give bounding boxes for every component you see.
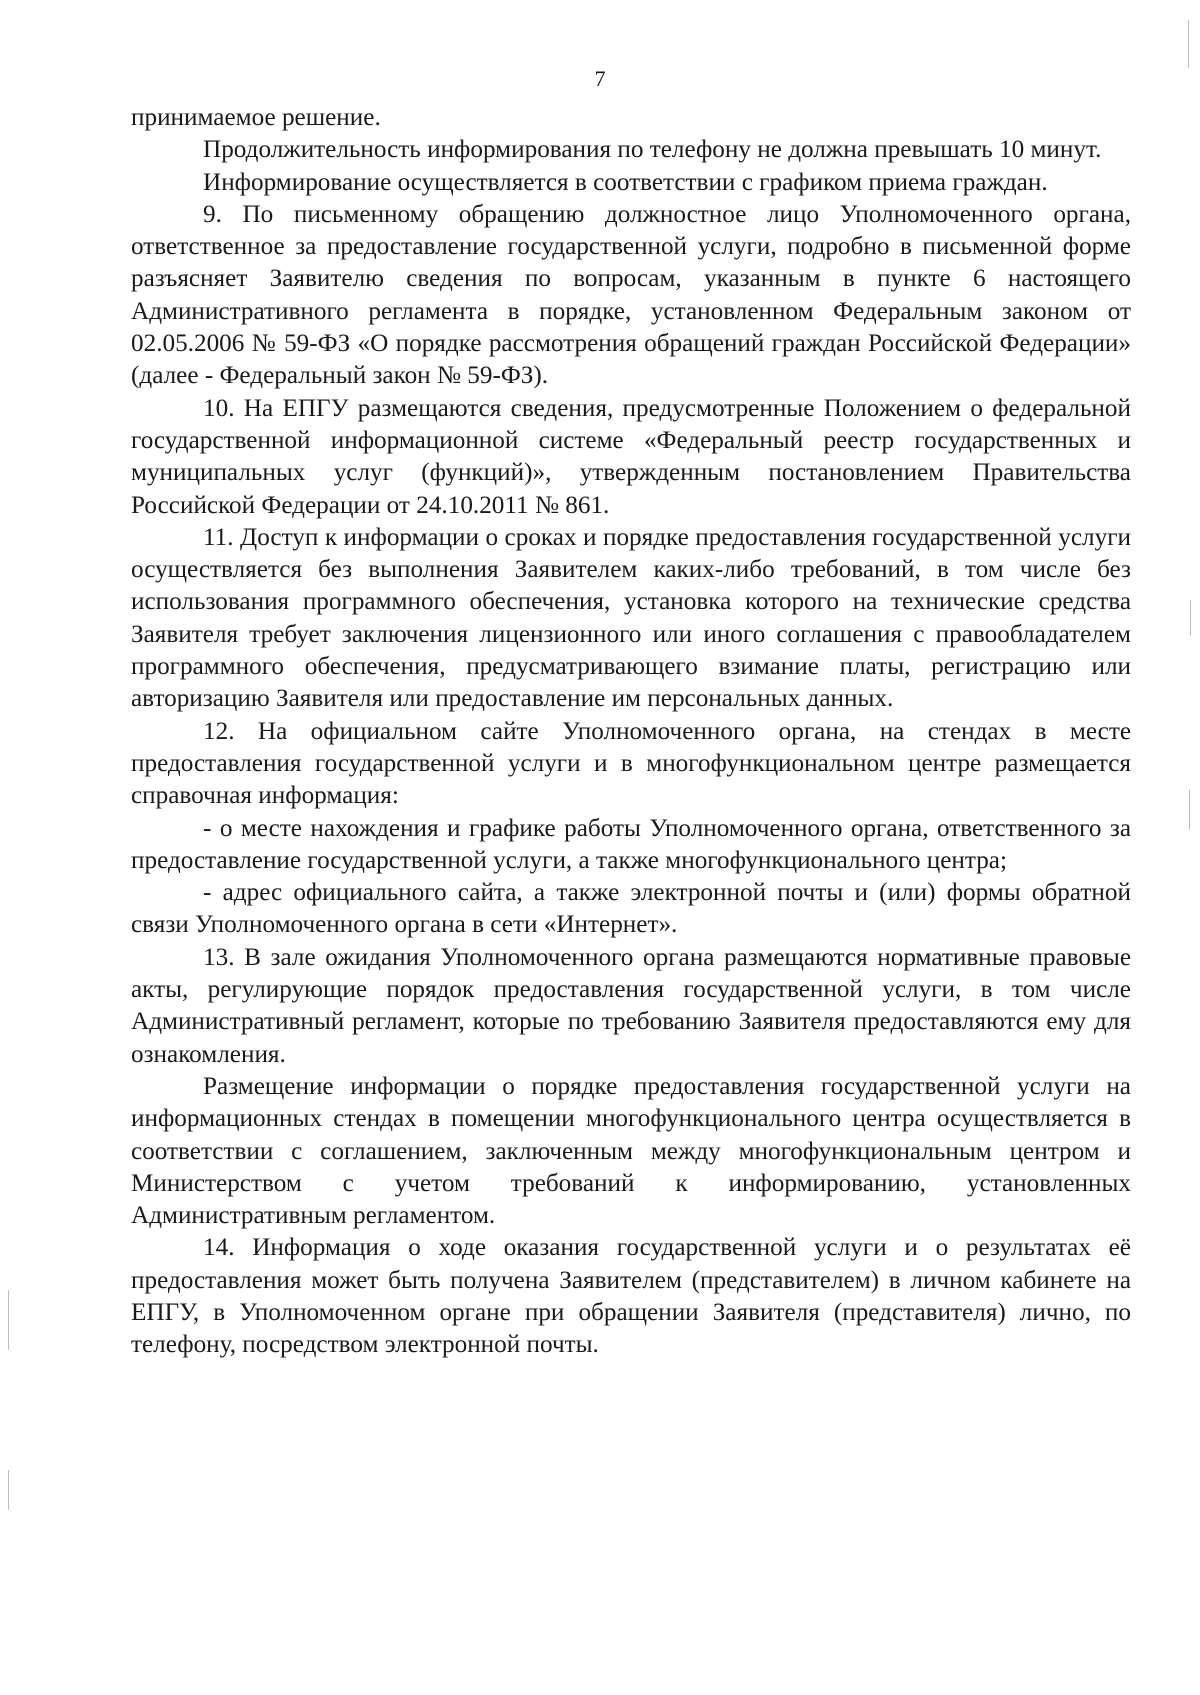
paragraph: Информирование осуществляется в соответствии с графиком приема граждан. [203, 168, 1048, 196]
scan-edge-mark [1188, 20, 1189, 68]
paragraph: 11. Доступ к информации о сроках и порядке предоставления государственной услуги осуществляется без выполнения Заявителем каких-либо требований, в том числе без использования программного обеспечения, установка которого на технические средства Заявителя требует заключения лицензионного или иного соглашения с правообладателем программного обеспечения, предусматривающего взимание платы, регистрацию или авторизацию Заявителя или предоставление им персональных данных. [131, 523, 1131, 713]
paragraph: 9. По письменному обращению должностное лицо Уполномоченного органа, ответственное за предоставление государственной услуги, подробно в письменной форме разъясняет Заявителю сведения по вопросам, указанным в пункте 6 настоящего Административного регламента в порядке, установленном Федеральным законом от 02.05.2006 № 59-ФЗ «О порядке рассмотрения обращений граждан Российской Федерации» (далее - Федеральный закон № 59-ФЗ). [131, 200, 1131, 390]
paragraph: Продолжительность информирования по телефону не должна превышать 10 минут. [203, 136, 1102, 164]
paragraph: принимаемое решение. [131, 104, 381, 131]
paragraph: 13. В зале ожидания Уполномоченного органа размещаются нормативные правовые акты, регулирующие порядок предоставления государственной услуги, в том числе Административный регламент, которые по требованию Заявителя предоставляются ему для ознакомления. [131, 943, 1131, 1068]
paragraph: 10. На ЕПГУ размещаются сведения, предусмотренные Положением о федеральной государственной информационной системе «Федеральный реестр государственных и муниципальных услуг (функций)», утвержденным постановлением Правительства Российской Федерации от 24.10.2011 № 861. [131, 394, 1131, 519]
scan-edge-mark [1190, 600, 1191, 636]
list-item: - адрес официального сайта, а также электронной почты и (или) формы обратной связи Уполномоченного органа в сети «Интернет». [131, 879, 1131, 939]
page-number: 7 [594, 66, 606, 91]
scan-edge-mark [1189, 790, 1190, 830]
paragraph: Размещение информации о порядке предоставления государственной услуги на информационных стендах в помещении многофункционального центра осуществляется в соответствии с соглашением, заключенным между многофункциональным центром и Министерством с учетом требований к информированию, установленных Административным регламентом. [131, 1072, 1131, 1230]
paragraph: 12. На официальном сайте Уполномоченного органа, на стендах в месте предоставления государственной услуги и в многофункциональном центре размещается справочная информация: [131, 717, 1131, 810]
scan-edge-mark [8, 1290, 9, 1350]
body-text [131, 102, 1131, 1362]
paragraph: 14. Информация о ходе оказания государственной услуги и о результатах её предоставления может быть получена Заявителем (представителем) в личном кабинете на ЕПГУ, в Уполномоченном органе при обращении Заявителя (представителя) лично, по телефону, посредством электронной почты. [131, 1234, 1131, 1359]
list-item: - о месте нахождения и графике работы Уполномоченного органа, ответственного за предоставление государственной услуги, а также многофункционального центра; [131, 814, 1131, 874]
scan-edge-mark [8, 1470, 9, 1510]
